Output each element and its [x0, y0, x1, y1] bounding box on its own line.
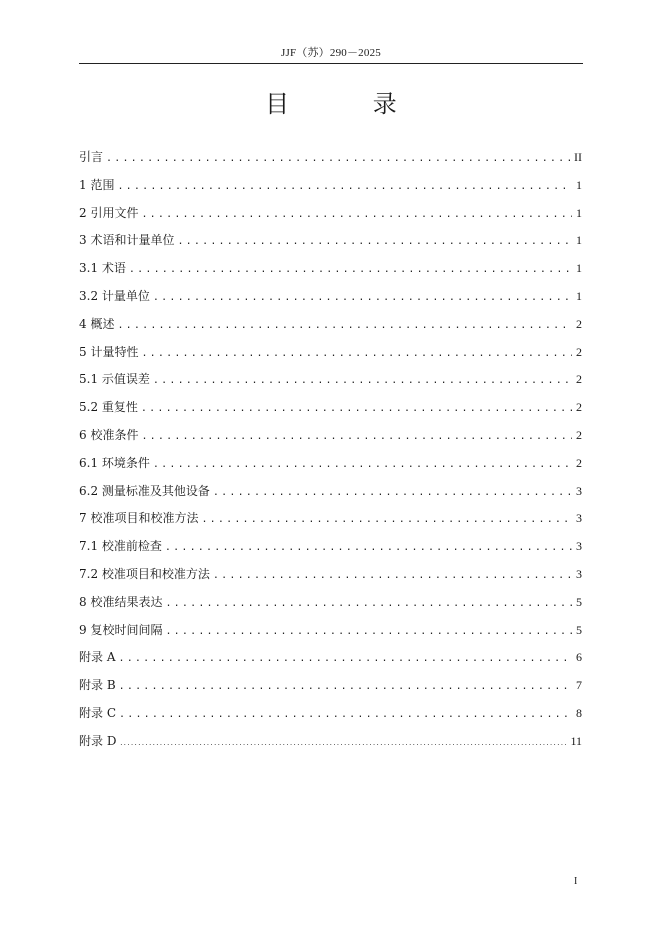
toc-entry-page: 8: [576, 705, 582, 720]
toc-entry-label: 5.2 重复性: [79, 400, 138, 415]
toc-entry[interactable]: [79, 396, 582, 424]
toc-entry-label: 引言: [79, 150, 104, 164]
toc-leader-dots: [106, 148, 570, 170]
toc-entry[interactable]: [79, 368, 582, 396]
toc-entry-page: 3: [576, 539, 582, 554]
toc-entry-label: 7 校准项目和校准方法: [79, 511, 199, 526]
toc-leader-dots: [141, 426, 572, 448]
toc-entry[interactable]: [79, 313, 582, 341]
toc-entry[interactable]: [79, 646, 582, 674]
toc-entry[interactable]: [79, 480, 582, 508]
toc-leader-dots: [153, 370, 572, 392]
toc-entry-label: 5.1 示值误差: [79, 372, 150, 387]
toc-entry-page: 1: [576, 205, 582, 220]
toc-leader-dots: [119, 676, 572, 698]
toc-entry[interactable]: [79, 591, 582, 619]
toc-entry-page: 1: [576, 288, 582, 303]
toc-entry-label: 1 范围: [79, 177, 115, 192]
toc-entry[interactable]: [79, 730, 582, 758]
toc-entry-page: 1: [576, 233, 582, 248]
toc-entry-page: 3: [576, 566, 582, 581]
toc-entry[interactable]: [79, 146, 582, 174]
toc-entry-page: 6: [576, 650, 582, 665]
toc-entry[interactable]: [79, 535, 582, 563]
toc-entry-page: 3: [576, 511, 582, 526]
toc-leader-dots: [153, 287, 572, 309]
header-divider: [79, 63, 583, 64]
toc-entry-page: 11: [570, 733, 582, 748]
toc-entry[interactable]: [79, 674, 582, 702]
toc-entry-page: II: [574, 150, 582, 164]
toc-leader-dots: [141, 204, 572, 226]
toc-entry-label: 6 校准条件: [79, 427, 139, 442]
toc-entry[interactable]: [79, 174, 582, 202]
toc-entry-label: 附录 B: [79, 678, 116, 693]
toc-leader-dots: [141, 398, 572, 420]
toc-entry-label: 3.1 术语: [79, 261, 126, 276]
toc-entry-page: 5: [576, 622, 582, 637]
table-of-contents: [79, 146, 582, 758]
toc-entry-label: 附录 A: [79, 650, 116, 665]
toc-entry-label: 附录 D: [79, 733, 117, 748]
toc-entry-label: 2 引用文件: [79, 205, 139, 220]
toc-leader-dots: [165, 621, 572, 643]
toc-leader-dots: [213, 482, 572, 504]
toc-leader-dots: [213, 565, 572, 587]
toc-leader-dots: [119, 733, 566, 755]
toc-entry-label: 7.1 校准前检查: [79, 539, 162, 554]
toc-leader-dots: [165, 593, 572, 615]
toc-leader-dots: [129, 259, 572, 281]
toc-entry-page: 7: [576, 678, 582, 693]
toc-entry-label: 7.2 校准项目和校准方法: [79, 566, 210, 581]
toc-entry-page: 2: [576, 400, 582, 415]
toc-leader-dots: [201, 509, 572, 531]
toc-entry-page: 5: [576, 594, 582, 609]
toc-leader-dots: [177, 231, 572, 253]
toc-entry-label: 3.2 计量单位: [79, 288, 150, 303]
toc-leader-dots: [117, 315, 572, 337]
toc-entry[interactable]: [79, 563, 582, 591]
toc-leader-dots: [119, 704, 572, 726]
toc-entry[interactable]: [79, 202, 582, 230]
toc-entry-label: 8 校准结果表达: [79, 594, 163, 609]
toc-entry[interactable]: [79, 452, 582, 480]
toc-entry-page: 2: [576, 455, 582, 470]
toc-entry-page: 2: [576, 316, 582, 331]
toc-entry[interactable]: [79, 229, 582, 257]
toc-entry[interactable]: [79, 257, 582, 285]
toc-entry-page: 2: [576, 372, 582, 387]
page-title: 目 录: [265, 90, 435, 118]
page-number: I: [574, 876, 578, 887]
document-code-header: JJF（苏）290－2025: [281, 47, 381, 59]
toc-entry[interactable]: [79, 285, 582, 313]
toc-entry-page: 3: [576, 483, 582, 498]
toc-entry-label: 5 计量特性: [79, 344, 139, 359]
toc-entry-label: 6.1 环境条件: [79, 455, 150, 470]
toc-leader-dots: [165, 537, 572, 559]
toc-entry-label: 4 概述: [79, 316, 115, 331]
toc-entry[interactable]: [79, 341, 582, 369]
toc-entry-page: 2: [576, 344, 582, 359]
toc-leader-dots: [117, 176, 572, 198]
toc-entry-label: 6.2 测量标准及其他设备: [79, 483, 210, 498]
toc-entry[interactable]: [79, 702, 582, 730]
toc-leader-dots: [153, 454, 572, 476]
toc-entry-label: 附录 C: [79, 705, 116, 720]
toc-entry-page: 2: [576, 427, 582, 442]
toc-leader-dots: [118, 648, 572, 670]
toc-entry-page: 1: [576, 177, 582, 192]
toc-entry[interactable]: [79, 507, 582, 535]
toc-entry-label: 3 术语和计量单位: [79, 233, 175, 248]
toc-entry[interactable]: [79, 424, 582, 452]
toc-leader-dots: [141, 343, 572, 365]
toc-entry-label: 9 复校时间间隔: [79, 622, 163, 637]
toc-entry[interactable]: [79, 619, 582, 647]
toc-entry-page: 1: [576, 261, 582, 276]
